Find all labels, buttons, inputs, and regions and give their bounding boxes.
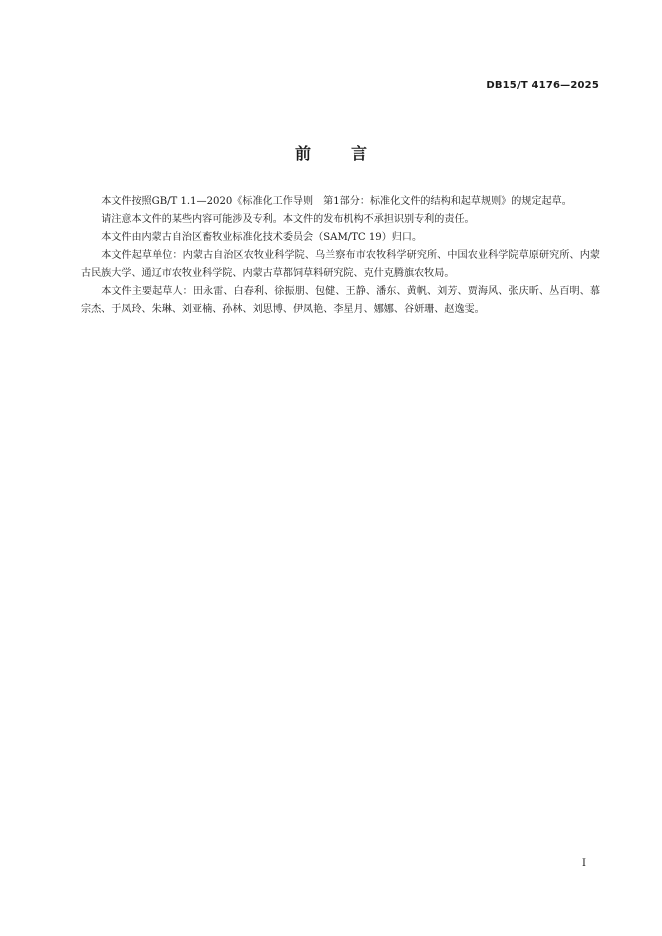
paragraph-main-drafters: 本文件主要起草人：田永雷、白春利、徐振朋、包健、王静、潘东、黄帆、刘芳、贾海风、张庆昕、丛百明、慕宗杰、于凤玲、朱琳、刘亚楠、孙林、刘思博、伊凤艳、李星月、娜娜、谷妍珊、赵逸雯。: [81, 286, 600, 315]
foreword-body: [81, 193, 600, 319]
paragraph-patent-notice: 请注意本文件的某些内容可能涉及专利。本文件的发布机构不承担识别专利的责任。: [101, 214, 475, 225]
paragraph-drafting-basis: 本文件按照GB/T 1.1—2020《标准化工作导则 第1部分：标准化文件的结构和起草规则》的规定起草。: [101, 196, 572, 207]
paragraph-drafting-units: 本文件起草单位：内蒙古自治区农牧业科学院、乌兰察布市农牧科学研究所、中国农业科学院草原研究所、内蒙古民族大学、通辽市农牧业科学院、内蒙古草都饲草料研究院、克什克腾旗农牧局。: [81, 250, 600, 279]
title-char-2: 言: [351, 144, 368, 163]
document-code: DB15/T 4176—2025: [486, 80, 599, 91]
paragraph-responsible-committee: 本文件由内蒙古自治区畜牧业标准化技术委员会（SAM/TC 19）归口。: [101, 232, 423, 243]
page-title: [0, 141, 662, 164]
page-number: I: [582, 858, 586, 869]
title-char-1: 前: [294, 144, 311, 163]
